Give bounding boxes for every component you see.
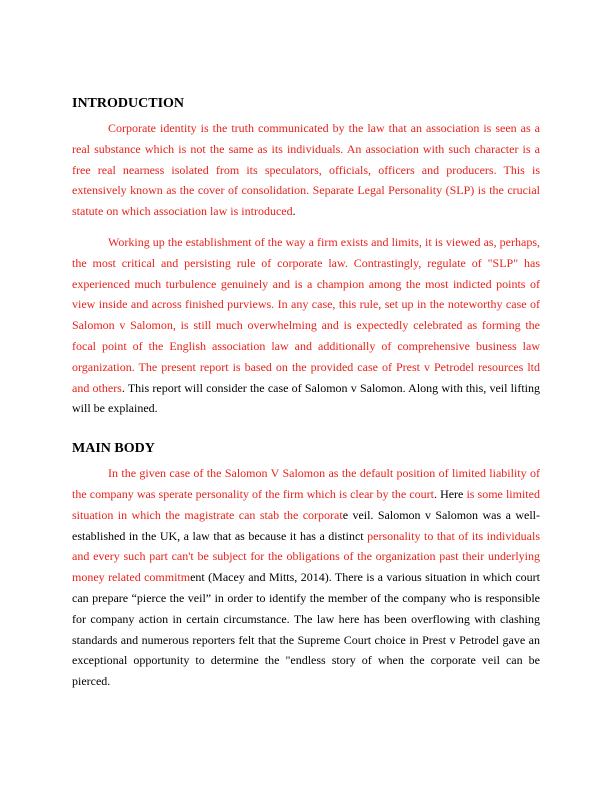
text-run: In the given case of the Salomon V Salomon as the default position of limited liability of the company was sperate personality of the firm which is clear by the court (72, 466, 540, 501)
text-run: Corporate identity is the truth communicated by the law that an association is seen as a real substance which is not the same as its individuals. An association with such character is a free real nearness isolated from its speculators, officials, officers and producers. This is extensively known as the cover of consolidation. Separate Legal Personality (SLP) is the crucial statute on which association law is introduced (72, 121, 540, 219)
introduction-paragraph-2 (72, 232, 540, 419)
section-spacer (72, 419, 540, 441)
text-run: . This report will consider the case of Salomon v Salomon. Along with this, veil lifting will be explained. (72, 380, 540, 416)
introduction-heading: INTRODUCTION (72, 96, 185, 111)
text-run: . (292, 204, 296, 219)
main-body-heading: MAIN BODY (72, 441, 155, 457)
text-run: ent (Macey and Mitts, 2014). There is a various situation in which court can prepare “pierce the veil” in order to identify the member of the company who is responsible for company action in certain circumstance. The law here has been overflowing with clashing standards and numerous reporters felt that the Supreme Court choice in Prest v Petrodel gave an exceptional opportunity to determine the "endless story of when the corporate veil can be pierced. (72, 570, 540, 689)
text-run: . Here (433, 486, 467, 501)
text-run: is some limited situation in which the magistrate can stab the corporat (72, 486, 540, 522)
text-run: personality to that of its individuals and every such part can't be subject for the obligations of the organization past their underlying money related commitm (72, 528, 540, 585)
main-body-paragraph-1 (72, 463, 540, 692)
document-page (72, 96, 540, 692)
introduction-paragraph-1 (72, 118, 540, 222)
text-run: e veil. Salomon v Salomon was a well-established in the UK, a law that as because it has a distinct (72, 507, 540, 543)
text-run: Working up the establishment of the way a firm exists and limits, it is viewed as, perhaps, the most critical and persisting rule of corporate law. Contrastingly, regulate of "SLP" has experienced much turbulence genuinely and is a champion among the most indicted points of view inside and across finished purviews. In any case, this rule, set up in the noteworthy case of Salomon v Salomon, is still much overwhelming and is expectedly celebrated as forming the focal point of the English association law and additionally of comprehensive business law organization. The present report is based on the provided case of Prest v Petrodel resources ltd and others (72, 234, 540, 395)
